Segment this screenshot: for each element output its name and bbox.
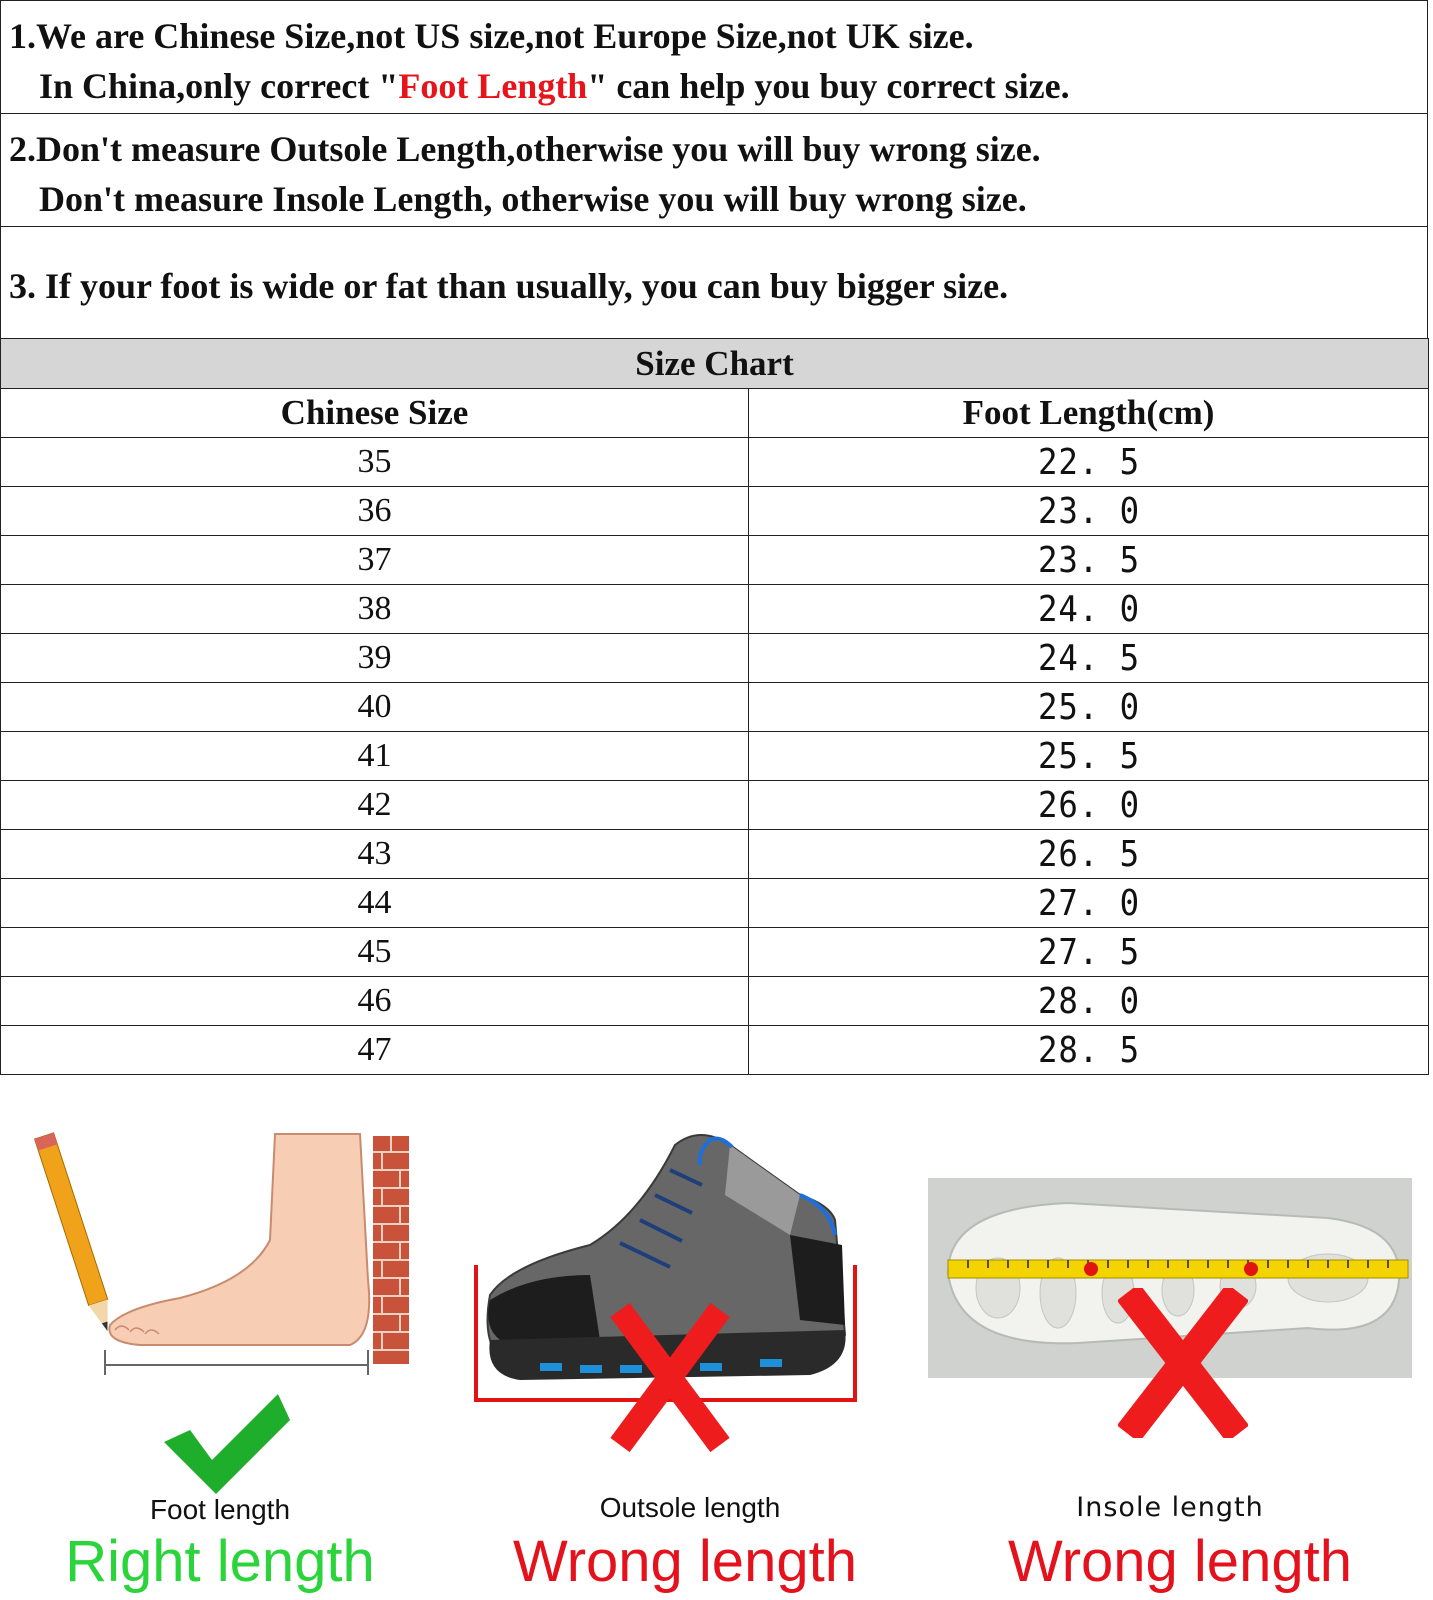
chinese-size-cell: 43 — [1, 830, 749, 879]
foot-length-cell: 24. 5 — [783, 634, 1395, 683]
foot-length-cell: 23. 0 — [783, 487, 1395, 536]
pencil-icon — [35, 1133, 117, 1334]
chinese-size-cell: 38 — [1, 585, 749, 634]
wrong-x-icon — [1118, 1288, 1248, 1438]
table-row — [1, 781, 1429, 830]
outsole-wrong-length-label: Wrong length — [513, 1529, 857, 1594]
foot-length-caption: Foot length — [149, 1494, 291, 1525]
chinese-size-cell: 45 — [1, 928, 749, 977]
chinese-size-cell: 42 — [1, 781, 749, 830]
foot-length-cell: 28. 0 — [783, 977, 1395, 1026]
chinese-size-cell: 37 — [1, 536, 749, 585]
chinese-size-cell: 44 — [1, 879, 749, 928]
note-1 — [1, 1, 1427, 114]
outsole-measure-illustration — [470, 1125, 870, 1455]
tape-measure-icon — [948, 1260, 1408, 1278]
table-row — [1, 830, 1429, 879]
foot-length-highlight: Foot Length — [398, 66, 588, 106]
chinese-size-cell: 46 — [1, 977, 749, 1026]
chinese-size-cell: 40 — [1, 683, 749, 732]
size-chart-title: Size Chart — [1, 339, 1429, 389]
table-row — [1, 977, 1429, 1026]
note-1-line-1: 1.We are Chinese Size,not US size,not Europe Size,not UK size. — [9, 16, 974, 56]
foot-length-cell: 27. 0 — [783, 879, 1395, 928]
size-rows — [1, 438, 1429, 1075]
note-1-line-2-prefix: In China,only correct " — [39, 66, 399, 106]
table-row — [1, 487, 1429, 536]
right-length-label: Right length — [65, 1529, 375, 1594]
foot-length-cell: 26. 5 — [783, 830, 1395, 879]
table-row — [1, 683, 1429, 732]
brick-wall-icon — [373, 1136, 409, 1364]
size-notes — [0, 0, 1428, 340]
column-header-chinese-size: Chinese Size — [1, 389, 749, 438]
note-1-line-2 — [9, 61, 1427, 111]
foot-length-cell: 27. 5 — [783, 928, 1395, 977]
insole-length-caption: Insole length — [1076, 1492, 1264, 1523]
chinese-size-cell: 36 — [1, 487, 749, 536]
table-row — [1, 732, 1429, 781]
foot-drawing — [30, 1130, 420, 1390]
note-2-line-1: 2.Don't measure Outsole Length,otherwise you will buy wrong size. — [9, 129, 1041, 169]
foot-length-cell: 26. 0 — [783, 781, 1395, 830]
checkmark-icon — [160, 1390, 300, 1500]
note-2 — [1, 114, 1427, 227]
table-row — [1, 634, 1429, 683]
foot-shape — [109, 1134, 369, 1345]
foot-length-cell: 24. 0 — [783, 585, 1395, 634]
note-3-line-1: 3. If your foot is wide or fat than usually, you can buy bigger size. — [9, 266, 1009, 306]
foot-length-cell: 22. 5 — [783, 438, 1395, 487]
shoe-drawing — [470, 1125, 870, 1455]
chinese-size-cell: 41 — [1, 732, 749, 781]
insole-wrong-length-label: Wrong length — [1008, 1529, 1352, 1594]
note-1-line-2-suffix: " can help you buy correct size. — [587, 66, 1070, 106]
table-row — [1, 585, 1429, 634]
table-row — [1, 928, 1429, 977]
chinese-size-cell: 35 — [1, 438, 749, 487]
table-row — [1, 438, 1429, 487]
chinese-size-cell: 39 — [1, 634, 749, 683]
foot-length-cell: 25. 0 — [783, 683, 1395, 732]
column-header-foot-length: Foot Length(cm) — [749, 389, 1429, 438]
table-row — [1, 1026, 1429, 1075]
chinese-size-cell: 47 — [1, 1026, 749, 1075]
outsole-length-caption: Outsole length — [599, 1492, 781, 1523]
note-2-line-2: Don't measure Insole Length, otherwise you will buy wrong size. — [39, 179, 1027, 219]
note-3 — [1, 227, 1427, 340]
size-chart-table — [0, 338, 1429, 1075]
foot-measure-illustration — [30, 1130, 420, 1390]
foot-length-cell: 23. 5 — [783, 536, 1395, 585]
table-row — [1, 536, 1429, 585]
foot-length-cell: 25. 5 — [783, 732, 1395, 781]
table-row — [1, 879, 1429, 928]
foot-length-cell: 28. 5 — [783, 1026, 1395, 1075]
